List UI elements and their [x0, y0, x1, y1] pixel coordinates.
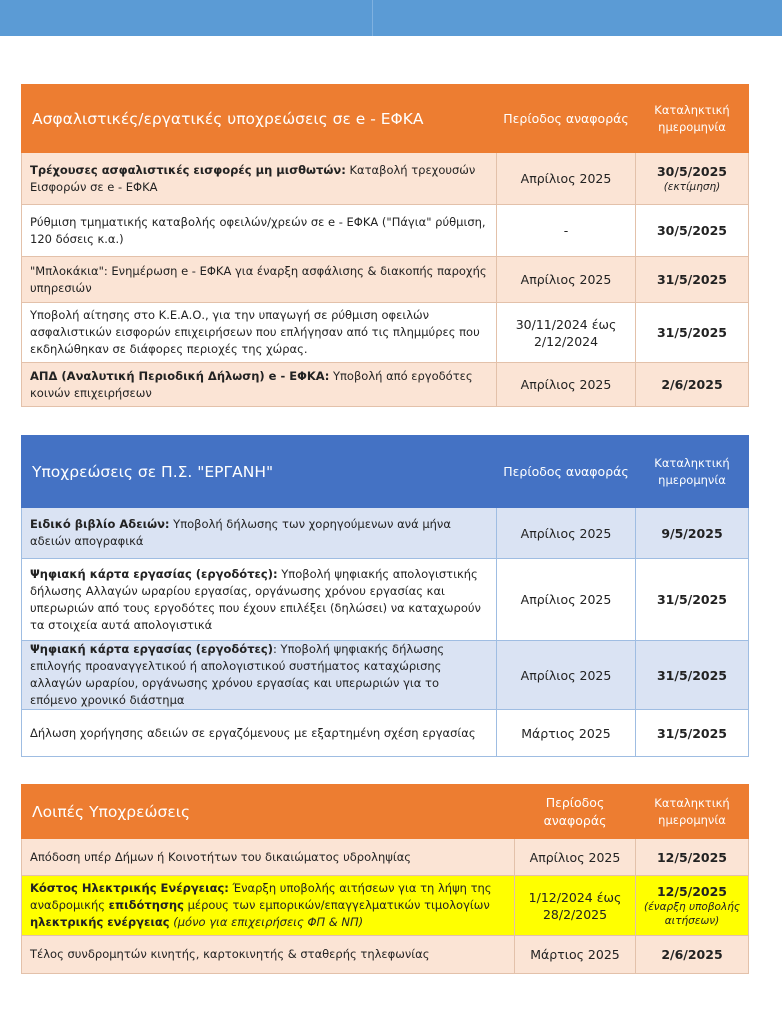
table-row — [22, 205, 749, 257]
deadline-date: 31/5/2025 — [636, 710, 749, 757]
obligation-description: Ειδικό βιβλίο Αδειών: Υποβολή δήλωσης των χορηγούμενων ανά μήνα αδειών απογραφικά — [22, 508, 497, 559]
reference-period: Απρίλιος 2025 — [497, 508, 636, 559]
reference-period: Μάρτιος 2025 — [497, 710, 636, 757]
deadline-date: 12/5/2025 — [636, 839, 749, 876]
table-row — [22, 876, 749, 936]
obligation-description: Τρέχουσες ασφαλιστικές εισφορές μη μισθωτών: Καταβολή τρεχουσών Εισφορών σε e - ΕΦΚΑ — [22, 153, 497, 205]
table-row — [22, 559, 749, 641]
column-header-period: Περίοδος αναφοράς — [515, 785, 636, 839]
reference-period: Απρίλιος 2025 — [515, 839, 636, 876]
obligation-description: Ψηφιακή κάρτα εργασίας (εργοδότες): Υποβολή ψηφιακής απολογιστικής δήλωσης Αλλαγών ωραρίου εργασίας, οργάνωσης χρόνου εργασίας και υπερωριών από τους εργοδότες που έχουν επιλέξει (δηλώσει) να καταχωρούν τα στοιχεία αυτά απολογιστικά — [22, 559, 497, 641]
reference-period: Απρίλιος 2025 — [497, 363, 636, 407]
obligation-description: Τέλος συνδρομητών κινητής, καρτοκινητής & σταθερής τηλεφωνίας — [22, 936, 515, 974]
obligation-description: Ρύθμιση τμηματικής καταβολής οφειλών/χρεών σε e - ΕΦΚΑ ("Πάγια" ρύθμιση, 120 δόσεις κ.α.) — [22, 205, 497, 257]
table-row — [22, 839, 749, 876]
table-row — [22, 936, 749, 974]
column-header-deadline: Καταληκτική ημερομηνία — [636, 436, 749, 508]
ergani-obligations-table — [21, 435, 749, 757]
other-obligations-table — [21, 784, 749, 974]
deadline-date: 2/6/2025 — [636, 936, 749, 974]
reference-period: Απρίλιος 2025 — [497, 559, 636, 641]
deadline-note: (εκτίμηση) — [663, 181, 721, 193]
table-row — [22, 153, 749, 205]
reference-period: Απρίλιος 2025 — [497, 257, 636, 303]
table-row — [22, 641, 749, 710]
obligation-description: Ψηφιακή κάρτα εργασίας (εργοδότες): Υποβολή ψηφιακής δήλωσης επιλογής προαναγγελτικού ή απολογιστικού συστήματος καταχώρισης αλλαγών ωραρίου, οργάνωσης χρόνου εργασίας και υπερωριών για το επόμενο χρονικό διάστημα — [22, 641, 497, 710]
deadline-date: 9/5/2025 — [636, 508, 749, 559]
deadline-date: 30/5/2025 — [636, 205, 749, 257]
obligation-description: Κόστος Ηλεκτρικής Ενέργειας: Έναρξη υποβολής αιτήσεων για τη λήψη της αναδρομικής επιδότησης μέρους των εμπορικών/επαγγελματικών τιμολογίων ηλεκτρικής ενέργειας (μόνο για επιχειρήσεις ΦΠ & ΝΠ) — [22, 876, 515, 936]
table-title: Υποχρεώσεις σε Π.Σ. "ΕΡΓΑΝΗ" — [22, 436, 497, 508]
column-header-deadline: Καταληκτική ημερομηνία — [636, 785, 749, 839]
table-row — [22, 363, 749, 407]
reference-period: Απρίλιος 2025 — [497, 641, 636, 710]
table-row — [22, 257, 749, 303]
reference-period: - — [497, 205, 636, 257]
obligation-description: Απόδοση υπέρ Δήμων ή Κοινοτήτων του δικαιώματος υδροληψίας — [22, 839, 515, 876]
table-header — [22, 436, 749, 508]
top-banner — [0, 0, 782, 36]
reference-period: 30/11/2024 έως 2/12/2024 — [497, 303, 636, 363]
deadline-date: 31/5/2025 — [636, 641, 749, 710]
banner-divider — [372, 0, 373, 36]
table-title: Ασφαλιστικές/εργατικές υποχρεώσεις σε e - ΕΦΚΑ — [22, 85, 497, 153]
reference-period: Μάρτιος 2025 — [515, 936, 636, 974]
column-header-period: Περίοδος αναφοράς — [497, 85, 636, 153]
table-header — [22, 785, 749, 839]
obligation-description: Υποβολή αίτησης στο Κ.Ε.Α.Ο., για την υπαγωγή σε ρύθμιση οφειλών ασφαλιστικών εισφορών επιχειρήσεων που επλήγησαν από τις πλημμύρες που εκδηλώθηκαν σε διάφορες περιοχές της χώρας. — [22, 303, 497, 363]
deadline-date: 31/5/2025 — [636, 257, 749, 303]
obligation-description: ΑΠΔ (Αναλυτική Περιοδική Δήλωση) e - ΕΦΚΑ: Υποβολή από εργοδότες κοινών επιχειρήσεων — [22, 363, 497, 407]
deadline-date: 31/5/2025 — [636, 303, 749, 363]
reference-period: Απρίλιος 2025 — [497, 153, 636, 205]
deadline-date: 12/5/2025 (έναρξη υποβολής αιτήσεων) — [636, 876, 749, 936]
table-row — [22, 303, 749, 363]
table-row — [22, 508, 749, 559]
deadline-note: (έναρξη υποβολής αιτήσεων) — [643, 901, 741, 927]
column-header-deadline: Καταληκτική ημερομηνία — [636, 85, 749, 153]
reference-period: 1/12/2024 έως 28/2/2025 — [515, 876, 636, 936]
column-header-period: Περίοδος αναφοράς — [497, 436, 636, 508]
efka-obligations-table — [21, 84, 749, 407]
table-title: Λοιπές Υποχρεώσεις — [22, 785, 515, 839]
table-header — [22, 85, 749, 153]
obligation-description: Δήλωση χορήγησης αδειών σε εργαζόμενους με εξαρτημένη σχέση εργασίας — [22, 710, 497, 757]
obligation-description: "Μπλοκάκια": Ενημέρωση e - ΕΦΚΑ για έναρξη ασφάλισης & διακοπής παροχής υπηρεσιών — [22, 257, 497, 303]
table-row — [22, 710, 749, 757]
deadline-date: 30/5/2025 (εκτίμηση) — [636, 153, 749, 205]
deadline-date: 2/6/2025 — [636, 363, 749, 407]
deadline-date: 31/5/2025 — [636, 559, 749, 641]
